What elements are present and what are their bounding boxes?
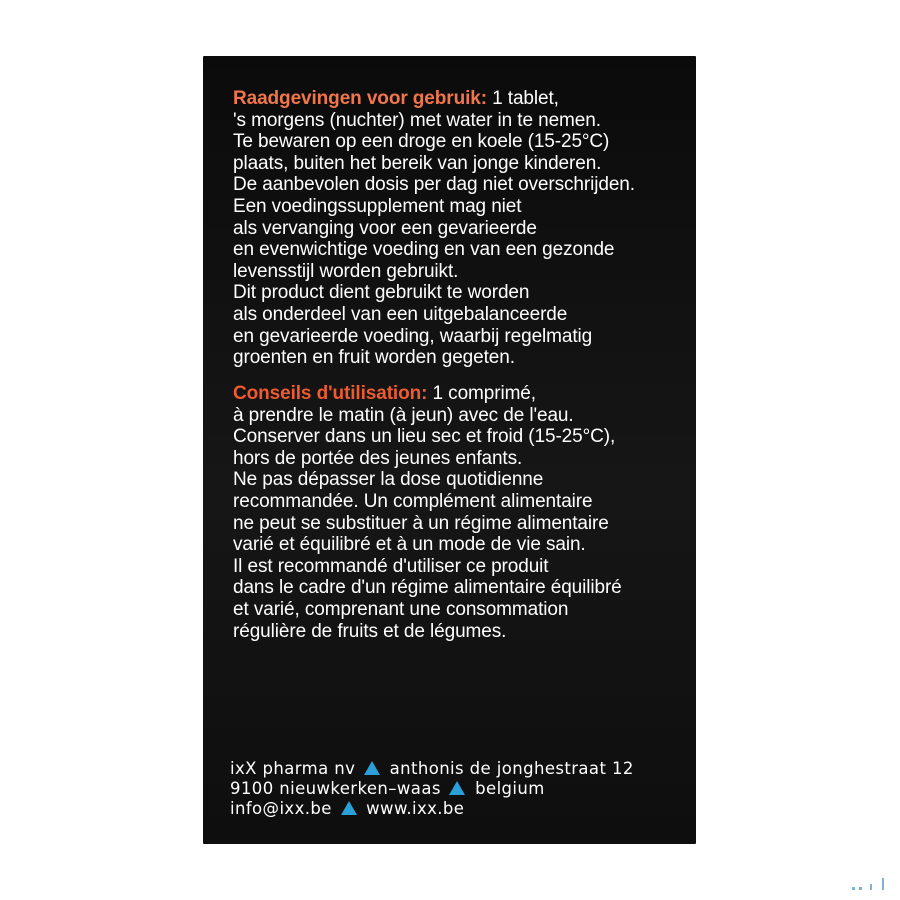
usage-advice-dutch-line: als vervanging voor een gevarieerde [233,217,537,239]
usage-advice-french-dosage: 1 comprimé, [427,383,536,404]
usage-advice-french-first-line [233,383,693,405]
usage-advice-french [233,383,693,642]
triangle-up-icon [364,761,380,775]
company-name: ixX pharma nv [230,759,356,778]
triangle-up-icon [449,781,465,795]
usage-advice-dutch-line: als onderdeel van een uitgebalanceerde [233,303,568,325]
usage-advice-french-line: ne peut se substituer à un régime alimentaire [233,512,609,534]
usage-advice-dutch-heading: Raadgevingen voor gebruik: [233,88,487,109]
usage-advice-dutch-line: De aanbevolen dosis per dag niet overschrijden. [233,174,635,196]
usage-advice-dutch-line: 's morgens (nuchter) met water in te nemen. [233,109,601,131]
usage-advice-dutch-line: levensstijl worden gebruikt. [233,260,459,282]
usage-advice-dutch-line: Dit product dient gebruikt te worden [233,282,530,304]
usage-advice-french-line: régulière de fruits et de légumes. [233,620,507,642]
usage-advice-french-line: hors de portée des jeunes enfants. [233,447,523,469]
usage-advice-dutch-first-line [233,88,693,110]
package-label-panel [203,56,696,844]
usage-advice-dutch-line: plaats, buiten het bereik van jonge kinderen. [233,152,602,174]
usage-advice-french-line: Conserver dans un lieu sec et froid (15-25°C), [233,426,616,448]
country: belgium [475,779,545,798]
email-address: info@ixx.be [230,799,332,818]
contact-line [230,799,634,819]
postal-city: 9100 nieuwkerken–waas [230,779,441,798]
usage-advice-french-line: dans le cadre d'un régime alimentaire équilibré [233,577,622,599]
watermark-mark [852,876,888,890]
usage-advice-dutch-line: Een voedingssupplement mag niet [233,195,522,217]
city-line [230,779,634,799]
usage-advice-french-line: varié et équilibré et à un mode de vie sain. [233,534,586,556]
usage-advice-french-line: à prendre le matin (à jeun) avec de l'eau. [233,404,574,426]
usage-advice-french-line: Il est recommandé d'utiliser ce produit [233,555,549,577]
company-address-block [230,759,634,819]
usage-advice-french-line: recommandée. Un complément alimentaire [233,490,593,512]
street-address: anthonis de jonghestraat 12 [389,759,634,778]
usage-advice-french-line: et varié, comprenant une consommation [233,598,569,620]
company-name-line [230,759,634,779]
usage-advice-dutch [233,88,693,369]
usage-advice-french-line: Ne pas dépasser la dose quotidienne [233,469,544,491]
usage-advice-dutch-line: Te bewaren op een droge en koele (15-25°C) [233,131,610,153]
triangle-up-icon [341,801,357,815]
usage-advice-french-heading: Conseils d'utilisation: [233,383,428,404]
usage-advice-dutch-line: groenten en fruit worden gegeten. [233,347,515,369]
usage-advice-dutch-line: en evenwichtige voeding en van een gezonde [233,239,615,261]
website-address: www.ixx.be [366,799,465,818]
usage-advice-dutch-line: en gevarieerde voeding, waarbij regelmatig [233,325,593,347]
usage-advice-dutch-dosage: 1 tablet, [486,88,559,109]
